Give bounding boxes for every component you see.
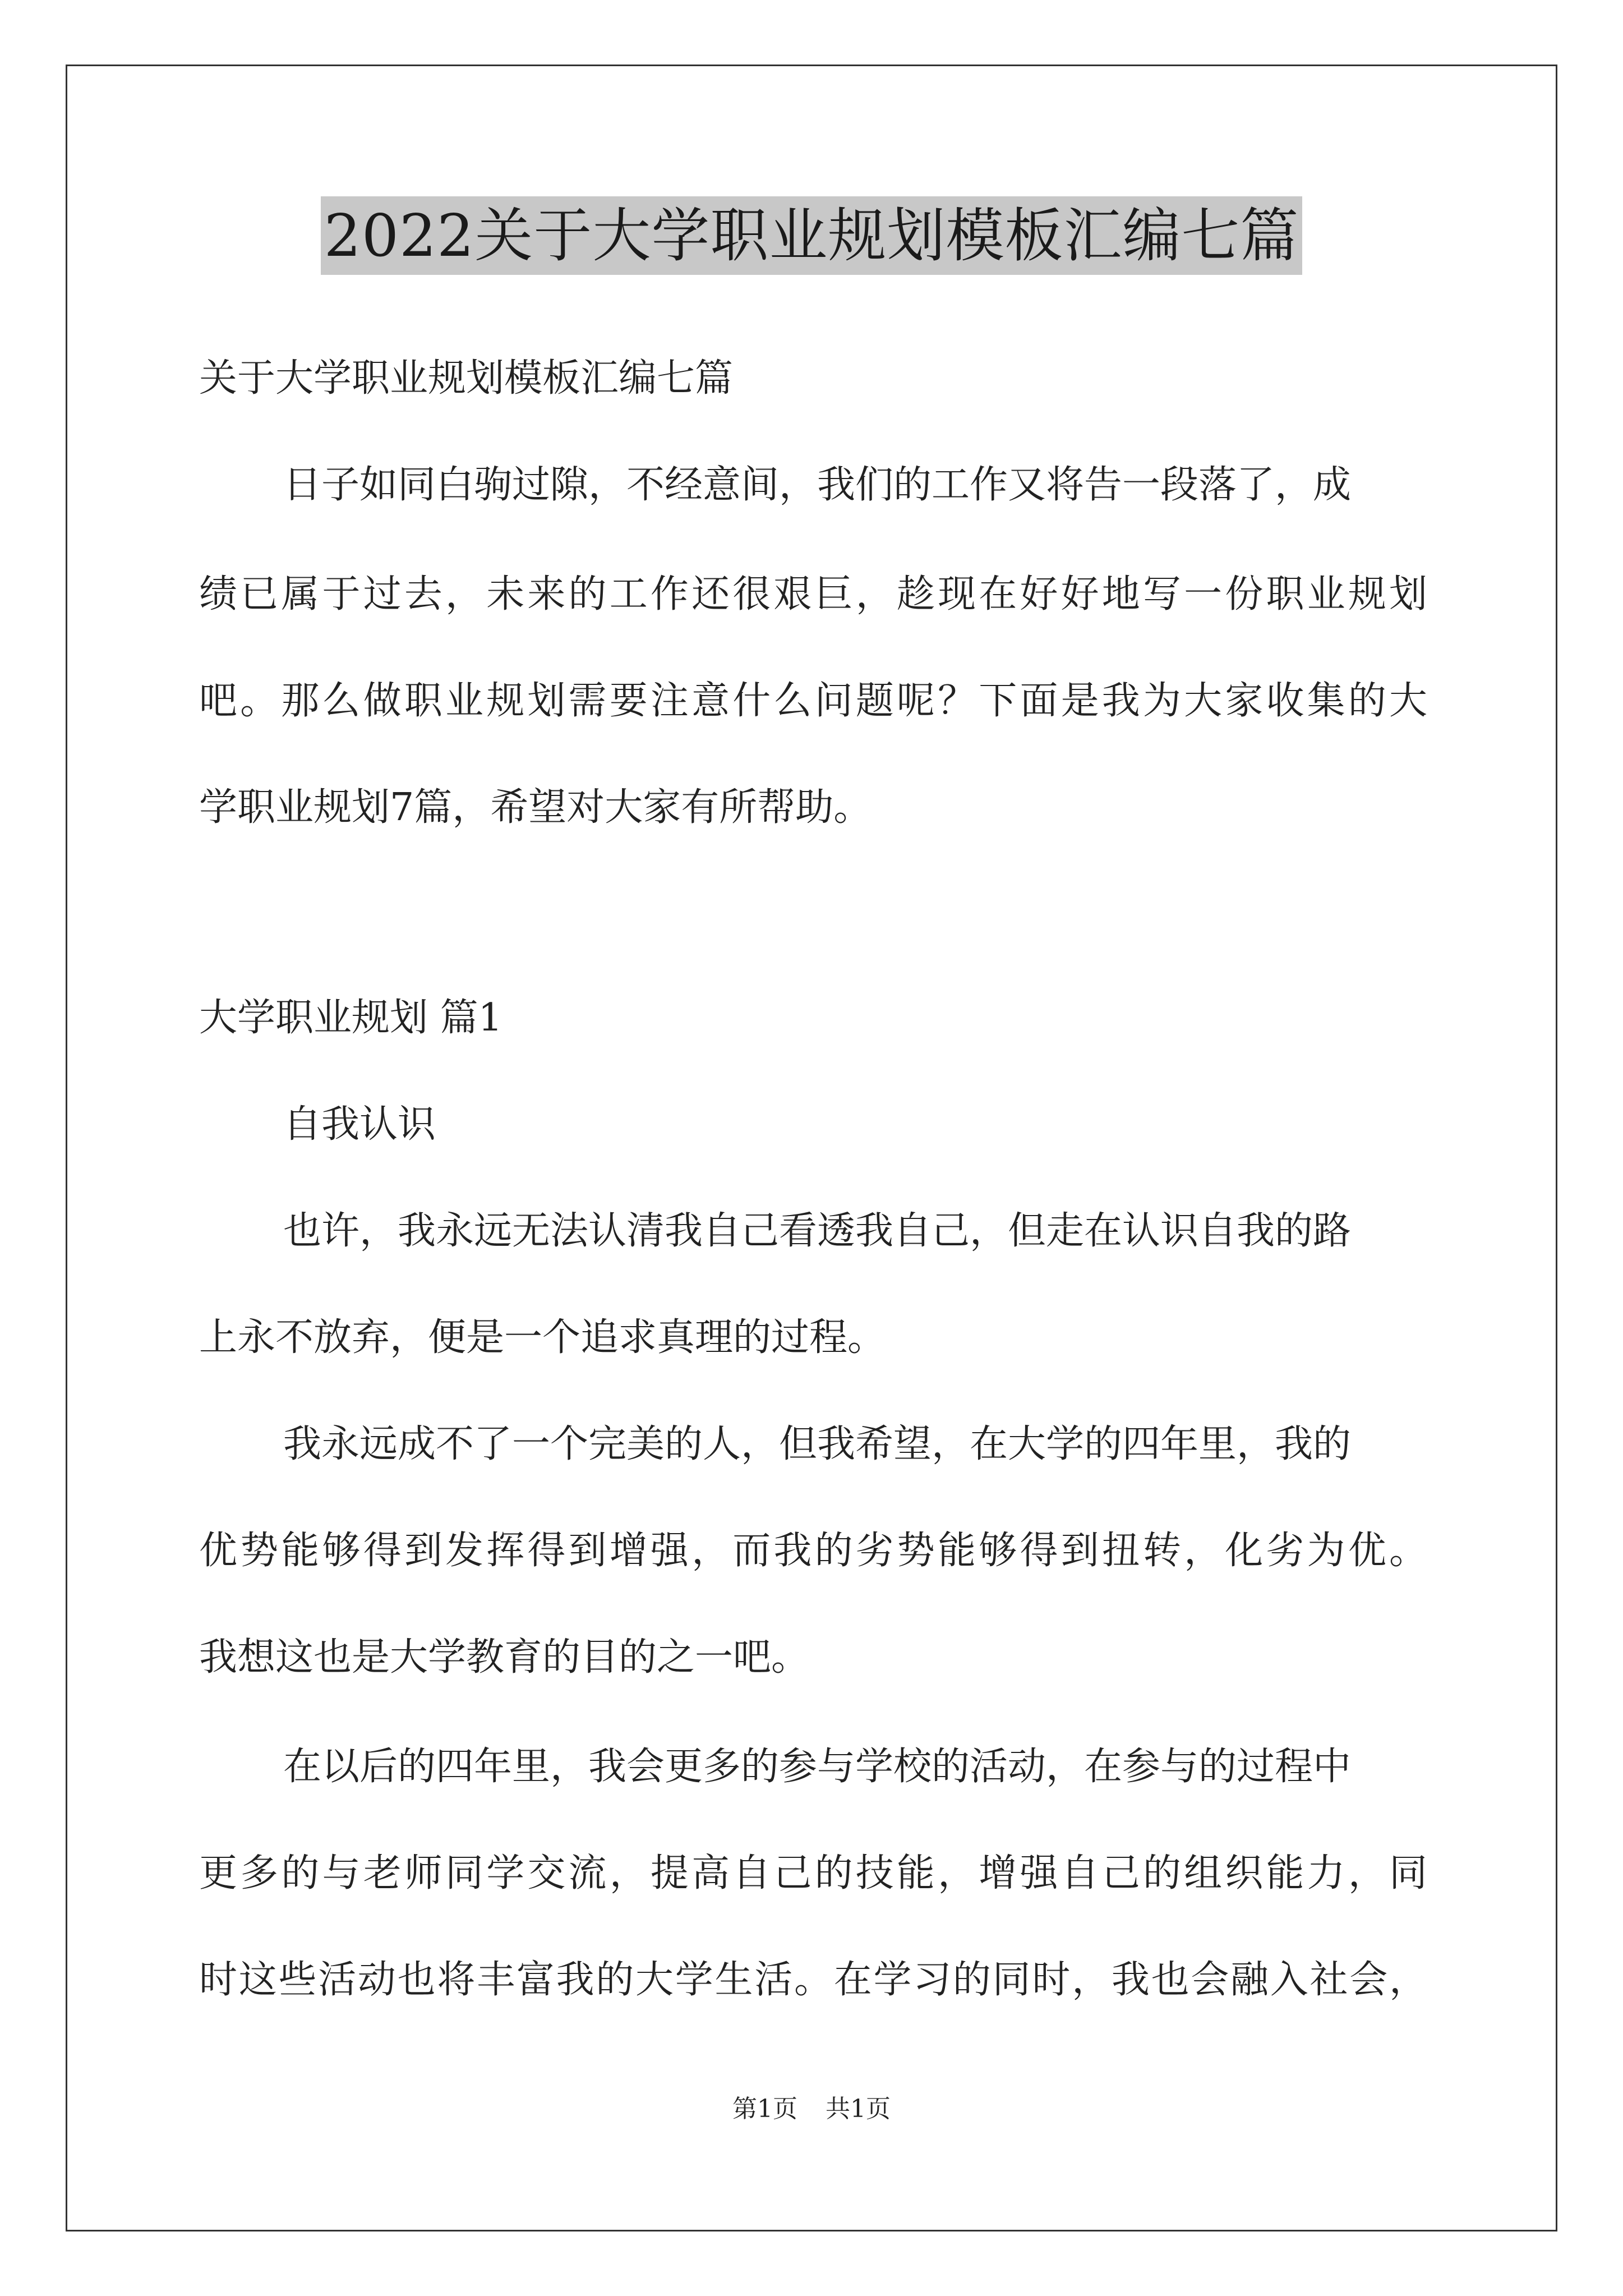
page-number-total: 共1页 bbox=[826, 2095, 891, 2123]
paragraph3-line-1: 在以后的四年里，我会更多的参与学校的活动，在参与的过程中 bbox=[283, 1745, 1352, 1789]
subheading: 自我认识 bbox=[283, 1102, 436, 1147]
paragraph1-line-2: 上永不放弃，便是一个追求真理的过程。 bbox=[199, 1315, 886, 1360]
title-container bbox=[0, 196, 1623, 275]
paragraph3-line-2: 更多的与老师同学交流，提高自己的技能，增强自己的组织能力，同 bbox=[199, 1851, 1427, 1895]
paragraph3-line-3: 时这些活动也将丰富我的大学生活。在学习的同时，我也会融入社会， bbox=[199, 1958, 1427, 2002]
intro-line-3: 吧。那么做职业规划需要注意什么问题呢？下面是我为大家收集的大 bbox=[199, 679, 1427, 723]
document-subtitle: 关于大学职业规划模板汇编七篇 bbox=[199, 356, 734, 401]
paragraph2-line-1: 我永远成不了一个完美的人，但我希望，在大学的四年里，我的 bbox=[283, 1422, 1352, 1466]
paragraph2-line-2: 优势能够得到发挥得到增强，而我的劣势能够得到扭转，化劣为优。 bbox=[199, 1529, 1427, 1573]
document-title: 2022关于大学职业规划模板汇编七篇 bbox=[321, 196, 1303, 275]
section-heading: 大学职业规划 篇1 bbox=[199, 996, 502, 1040]
intro-line-4: 学职业规划7篇，希望对大家有所帮助。 bbox=[199, 785, 872, 830]
page-number-current: 第1页 bbox=[732, 2095, 797, 2123]
intro-line-2: 绩已属于过去，未来的工作还很艰巨，趁现在好好地写一份职业规划 bbox=[199, 572, 1427, 616]
paragraph2-line-3: 我想这也是大学教育的目的之一吧。 bbox=[199, 1635, 810, 1680]
intro-line-1: 日子如同白驹过隙，不经意间，我们的工作又将告一段落了，成 bbox=[283, 463, 1352, 507]
paragraph1-line-1: 也许，我永远无法认清我自己看透我自己，但走在认识自我的路 bbox=[283, 1209, 1352, 1253]
page-footer bbox=[0, 2092, 1623, 2126]
